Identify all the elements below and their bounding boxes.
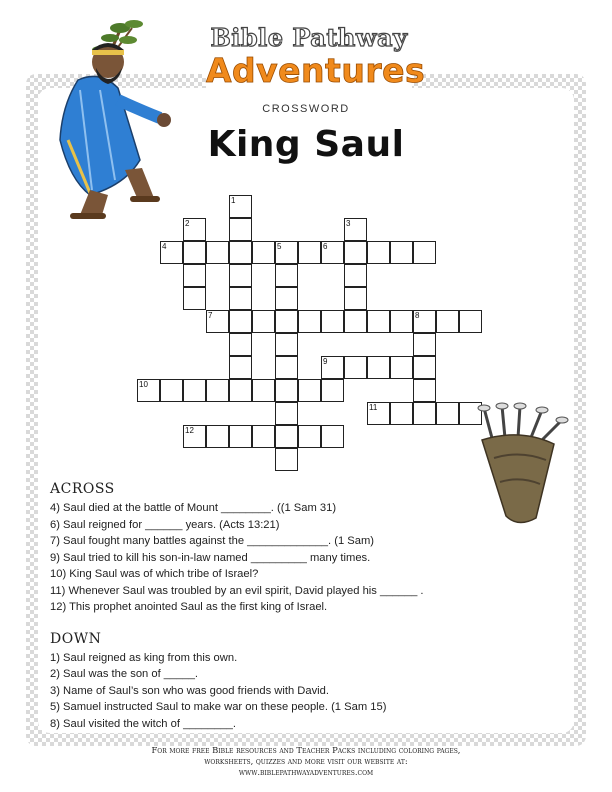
brand-logo — [206, 14, 426, 96]
crossword-cell[interactable] — [183, 264, 206, 287]
clues-section — [50, 480, 520, 732]
crossword-cell[interactable] — [413, 379, 436, 402]
crossword-cell[interactable] — [344, 356, 367, 379]
clue-number: 8 — [415, 311, 420, 320]
down-clue: 2) Saul was the son of _____. — [50, 668, 199, 680]
crossword-cell[interactable] — [413, 241, 436, 264]
clue-number: 4 — [162, 242, 167, 251]
crossword-cell[interactable] — [275, 448, 298, 471]
crossword-cell[interactable] — [206, 379, 229, 402]
crossword-cell[interactable] — [436, 310, 459, 333]
crossword-cell[interactable] — [321, 310, 344, 333]
clue-number: 2 — [185, 219, 190, 228]
crossword-cell[interactable] — [206, 241, 229, 264]
crossword-cell[interactable] — [413, 333, 436, 356]
crossword-cell[interactable] — [252, 379, 275, 402]
footer — [0, 745, 612, 778]
crossword-cell[interactable] — [367, 310, 390, 333]
clue-number: 12 — [185, 426, 194, 435]
clue-number: 5 — [277, 242, 282, 251]
page-title: King Saul — [207, 124, 405, 165]
crossword-cell[interactable] — [390, 241, 413, 264]
crossword-cell[interactable] — [390, 356, 413, 379]
crossword-cell[interactable] — [298, 379, 321, 402]
clue-number: 9 — [323, 357, 328, 366]
crossword-cell[interactable] — [229, 264, 252, 287]
down-clue: 5) Samuel instructed Saul to make war on these people. (1 Sam 15) — [50, 701, 387, 713]
down-clue: 1) Saul reigned as king from this own. — [50, 651, 238, 664]
crossword-cell[interactable] — [229, 218, 252, 241]
crossword-cell[interactable] — [275, 264, 298, 287]
crossword-cell[interactable] — [252, 241, 275, 264]
across-clue: 10) King Saul was of which tribe of Israel? — [50, 568, 259, 580]
crossword-cell[interactable] — [229, 333, 252, 356]
clue-number: 11 — [369, 403, 378, 412]
crossword-cell[interactable] — [229, 310, 252, 333]
clue-number: 10 — [139, 380, 148, 389]
footer-line-2: worksheets, quizzes and more visit our website at: — [204, 756, 408, 766]
crossword-cell[interactable] — [206, 425, 229, 448]
crossword-cell[interactable] — [275, 310, 298, 333]
crossword-cell[interactable] — [344, 310, 367, 333]
crossword-cell[interactable] — [344, 241, 367, 264]
crossword-cell[interactable] — [321, 379, 344, 402]
crossword-cell[interactable] — [413, 356, 436, 379]
crossword-cell[interactable] — [344, 287, 367, 310]
clue-number: 3 — [346, 219, 351, 228]
down-clue: 3) Name of Saul’s son who was good friends with David. — [50, 684, 329, 697]
worksheet-subtitle: CROSSWORD — [262, 103, 350, 115]
crossword-cell[interactable] — [275, 425, 298, 448]
crossword-cell[interactable] — [298, 310, 321, 333]
crossword-cell[interactable] — [344, 264, 367, 287]
crossword-cell[interactable] — [183, 379, 206, 402]
crossword-cell[interactable] — [229, 287, 252, 310]
crossword-cell[interactable] — [275, 287, 298, 310]
across-clue: 7) Saul fought many battles against the _____________. (1 Sam) — [50, 535, 375, 547]
crossword-cell[interactable] — [390, 310, 413, 333]
crossword-cell[interactable] — [390, 402, 413, 425]
king-saul-illustration — [30, 10, 180, 225]
across-clue: 12) This prophet anointed Saul as the first king of Israel. — [50, 601, 328, 613]
crossword-cell[interactable] — [183, 241, 206, 264]
logo-line-2: Adventures — [206, 51, 426, 90]
down-clue: 8) Saul visited the witch of ________. — [50, 717, 236, 730]
crossword-cell[interactable] — [160, 379, 183, 402]
crossword-cell[interactable] — [183, 287, 206, 310]
crossword-cell[interactable] — [459, 310, 482, 333]
crossword-cell[interactable] — [275, 333, 298, 356]
crossword-cell[interactable] — [321, 425, 344, 448]
crossword-cell[interactable] — [275, 402, 298, 425]
crossword-cell[interactable] — [252, 310, 275, 333]
down-heading: DOWN — [50, 630, 102, 647]
crossword-cell[interactable] — [436, 402, 459, 425]
clue-number: 6 — [323, 242, 328, 251]
across-clue: 9) Saul tried to kill his son-in-law named _________ many times. — [50, 551, 371, 564]
across-clue: 11) Whenever Saul was troubled by an evil spirit, David played his ______ . — [50, 584, 424, 597]
across-clue: 4) Saul died at the battle of Mount ________. ((1 Sam 31) — [50, 502, 337, 514]
crossword-cell[interactable] — [229, 356, 252, 379]
crossword-cell[interactable] — [413, 402, 436, 425]
down-block — [50, 630, 520, 733]
crossword-cell[interactable] — [229, 379, 252, 402]
crossword-cell[interactable] — [275, 356, 298, 379]
footer-line-1: For more free Bible resources and Teacher Packs including coloring pages, — [151, 745, 461, 755]
footer-website[interactable]: www.biblepathwayadventures.com — [238, 767, 374, 777]
crossword-cell[interactable] — [367, 356, 390, 379]
logo-line-1: Bible Pathway — [210, 23, 408, 52]
crossword-cell[interactable] — [252, 425, 275, 448]
crossword-cell[interactable] — [229, 241, 252, 264]
crossword-cell[interactable] — [367, 241, 390, 264]
clue-number: 7 — [208, 311, 213, 320]
crossword-cell[interactable] — [229, 425, 252, 448]
crossword-cell[interactable] — [298, 425, 321, 448]
clue-number: 1 — [231, 196, 236, 205]
across-heading: ACROSS — [50, 481, 115, 497]
crossword-cell[interactable] — [275, 379, 298, 402]
crossword-cell[interactable] — [298, 241, 321, 264]
across-clue: 6) Saul reigned for ______ years. (Acts 13:21) — [50, 518, 280, 531]
